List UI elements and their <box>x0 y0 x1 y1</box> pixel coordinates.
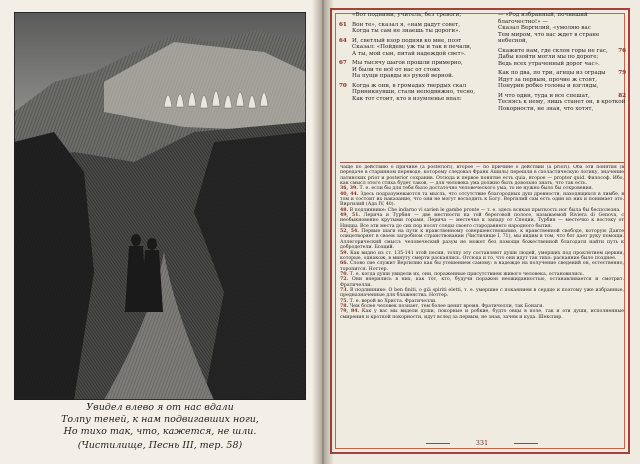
caption-line: Но тихо так, что, кажется, не шли. <box>63 426 257 437</box>
caption-line: Увидел влево я от нас вдали <box>86 402 234 413</box>
note-ref: 36, 39. <box>340 186 358 192</box>
verse-block <box>340 38 480 58</box>
verse-number: 70 <box>339 82 347 89</box>
note-paragraph <box>340 165 624 186</box>
note-ref: 75. <box>340 298 349 304</box>
note-ref: 40, 44. <box>340 191 359 197</box>
note-text: Т. е. если бы для тебя было достаточно человеческого ума, то не нужно было бы откровения. <box>359 186 594 192</box>
verse-column-right <box>486 12 626 115</box>
verse-number: 82 <box>618 92 626 99</box>
note-ref: 66. <box>340 261 349 267</box>
note-paragraph <box>340 261 624 272</box>
note-text: Чем более человек познает, тем более ценит время. Фратичелли, так Бонаги. <box>349 303 544 309</box>
note-text: В подлиннике: O ben finiti, o già spiriti eletti, т. е. умершие с покаянием в сердце и поэтому уже избранные, предназначенные для блаженства. Ноттер. <box>340 287 624 299</box>
note-paragraph <box>340 229 624 250</box>
verse-block <box>340 12 480 19</box>
verse-text: И, светлый взор подняв ко мне, поэт Сказал: «Пойдем; уж ты и так в печали, А ты, мой сын, питай надеждой свет». <box>352 37 472 57</box>
page-number-text: 331 <box>475 439 489 447</box>
verse-number: 64 <box>339 37 347 44</box>
note-text: Первые шаги на пути к нравственному совершенствованию, к нравственной свободе, которую Данте олицетворяет в своем загробном странствовании (Чистилище I, 71), мы видим в том, что бог дает руку помощи. Аллегорический смысл: человеческий разум не может без помощи божественной благодати найти путь к добродетели. Боэций. <box>340 229 624 251</box>
verse-block <box>486 70 626 90</box>
note-text: Как у вас мы видели души, покорные и робкие, будто овцы в поле, так и эти души, исполненные смирения и кроткой покорности, идут вслед за первым, не зная, зачем и куда. Шекспир. <box>340 309 624 320</box>
note-ref: 48. <box>340 207 349 213</box>
illustration-caption <box>10 402 310 452</box>
verse-text: «Вот подними, учитель, без тревоги; <box>352 12 462 18</box>
page-number <box>452 437 512 449</box>
note-paragraph <box>340 288 624 299</box>
note-text: Т. е. когда души увидели их, они, пораженные присутствием живого человека, остановились. <box>349 271 585 277</box>
note-text: Они вперились в них, как тот, кто, будучи поражен неожиданностью, останавливается и смотрит. Фратичелли. <box>340 277 624 288</box>
note-ref: 79, 84. <box>340 309 360 315</box>
note-ref: 49, 51. <box>340 213 361 219</box>
note-paragraph <box>340 277 624 288</box>
note-paragraph <box>340 309 624 320</box>
note-text: В подлиннике: Che indarno vi sarien le gambe pronte — т. е. здесь всякая прыткость ног была бы бесполезна. <box>349 207 621 213</box>
verse-text: И что один, туда и все спешат, Теснясь к нему, лишь станет он, в кроткой Покорности, не зная, что хотят, <box>498 92 626 112</box>
note-paragraph <box>340 251 624 262</box>
note-text: Здесь подразумеваются та мысль, что отсутствие благородных душ древности, находящихся в лимбе, в том и состоит их наказание, что они не могут восходить к Богу. Вергилий сам есть один из них и понимает это. Виргилий (Ада IV, 40). <box>340 191 624 208</box>
verse-block <box>340 22 480 35</box>
verse-block <box>486 12 626 45</box>
note-ref: 78. <box>340 303 349 309</box>
note-ref: 59. <box>340 250 349 256</box>
verse-number: 79 <box>618 70 626 76</box>
note-text: Как видно из ст. 135-141 этой песни, толпу эту составляют души людей, умерших под проклятием церкви, которые, однакож, в минуту смерти раскаялись. Отсюда и то, что они идут так тихо: раскаяние было позднее. <box>340 250 624 261</box>
caption-citation: (Чистилище, Песнь III, тер. 58) <box>77 440 243 451</box>
verse-text: Скажите нам, где склон горы не гас, Дабы взойти могли мы по дороге; Ведь всех утраченный дорог час». <box>498 47 608 67</box>
note-ref: 70. <box>340 271 349 277</box>
commentary-notes <box>340 165 624 433</box>
verse-notes-divider <box>340 162 624 163</box>
note-ref: 73. <box>340 287 349 293</box>
verse-block <box>486 48 626 68</box>
note-paragraph <box>340 213 624 229</box>
note-paragraph <box>340 192 624 208</box>
verse-text: Как по два, по три, агнцы из ограды Идут за первым, прочие ж стоят, Понурив робко головы и взгляды, <box>498 70 606 89</box>
note-text: Лерича и Турбия — две местности на той береговой полосе, называемой Riviera di Genova, с необыкновенно крутыми горами. Лерича — местечко к западу от Специи, Турбия — местечко к востоку от Ниццы. Все эти места до сих пор носят следы своего стародавнего народного бытия. <box>340 213 624 229</box>
note-ref: 72. <box>340 277 349 283</box>
poem-verses <box>340 12 624 160</box>
verse-block <box>340 60 480 80</box>
note-text: Т. е. верой во Христа. Фратичелли. <box>349 298 437 304</box>
caption-line: Толпу теней, к нам подвигавших ноги, <box>61 414 259 425</box>
note-text: Слово сие служит Вергилию как бы утешением самому: в надежде на получение сведений он, естественно, торопится. Ноттер. <box>340 261 624 272</box>
verse-block <box>486 93 626 113</box>
verse-text: — «Род избранный, почивший благочестно!» — Сказал Вергилий, «умоляю вас Тем миром, что вас ждет в стране небесной, <box>498 12 600 44</box>
note-ref: 52, 54. <box>340 229 359 235</box>
verse-block <box>340 83 480 103</box>
verse-text: Когда ж они, в громадах твердых скал Приникнувши, стали неподвижно, тесно, Как тот стоит, кто в изумленье впал: <box>352 82 476 102</box>
note-text: чаще по действию о причине (a posteriori), второе — по причине о действии (a priori). Оба эти понятия (в передаче в старинном переводе, которому следовал Франк Ашиль) перешли в схоластическую логику, значение латинских prior и posterior сохранив. Отсюда и первое понятие есть quia, второе — propter quid. Философ. Ибо, как смысл этого стиха будет таков, — для человека ума должно быть довольно знать, что так есть. <box>340 165 624 187</box>
engraving-illustration <box>14 12 306 400</box>
verse-column-left <box>340 12 480 105</box>
verse-number: 61 <box>339 21 347 28</box>
verse-text: Вон те», сказал я, «нам дадут совет, Когда ты сам не знаешь ты дороги». <box>352 21 461 34</box>
verse-text: Мы тысячу шагов прошли примерно, И были те всё от нас от стоих На пущи правды из рукой верной. <box>352 60 463 79</box>
verse-number: 76 <box>618 47 626 54</box>
verse-number: 67 <box>339 60 347 66</box>
